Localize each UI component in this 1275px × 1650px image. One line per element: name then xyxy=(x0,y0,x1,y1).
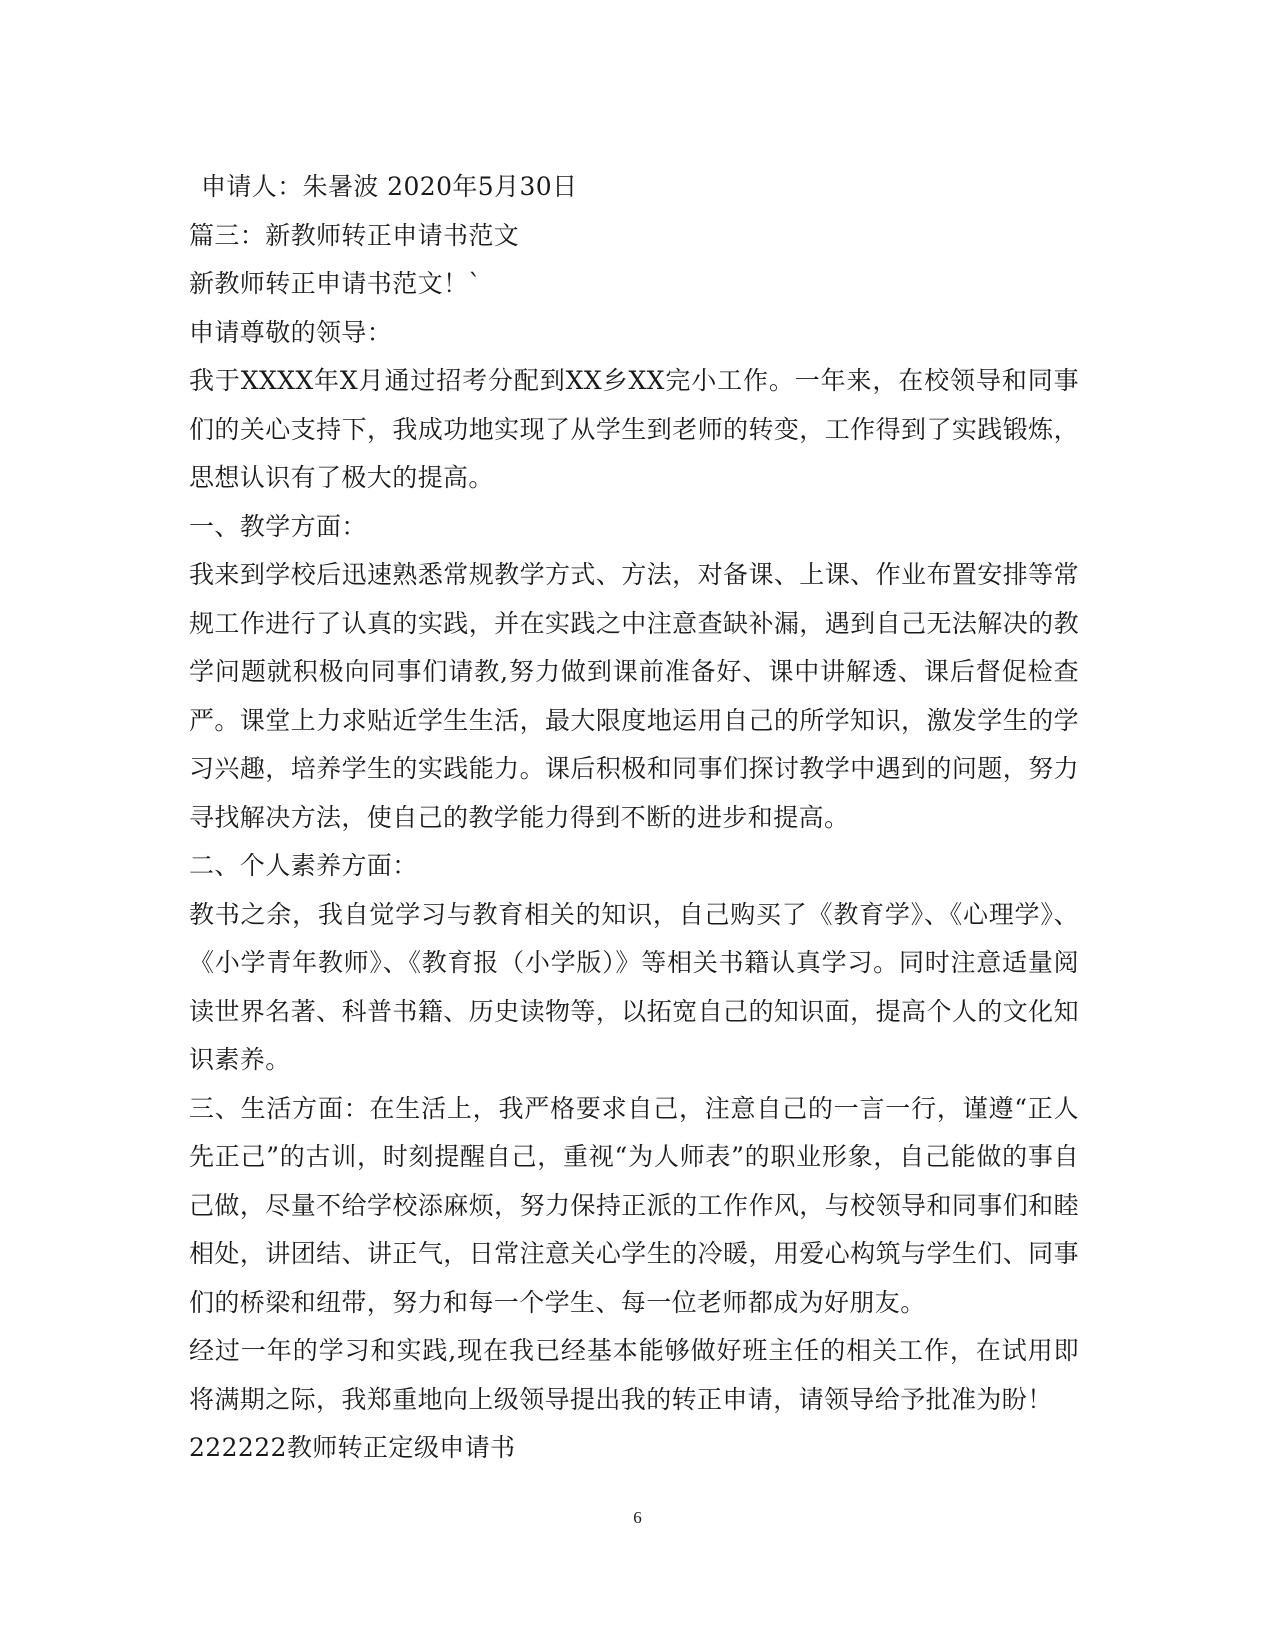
personal-quality-paragraph: 教书之余，我自觉学习与教育相关的知识，自己购买了《教育学》、《心理学》、《小学青年教师》、《教育报（小学版）》等相关书籍认真学习。同时注意适量阅读世界名著、科普书籍、历史读物等，以拓宽自己的知识面，提高个人的文化知识素养。 xyxy=(189,899,1079,1074)
salutation: 申请尊敬的领导： xyxy=(189,317,393,347)
conclusion-paragraph: 经过一年的学习和实践,现在我已经基本能够做好班主任的相关工作，在试用即将满期之际，我郑重地向上级领导提出我的转正申请，请领导给予批准为盼！ xyxy=(189,1336,1079,1414)
page-number: 6 xyxy=(633,1508,642,1527)
heading-personal-quality: 二、个人素养方面： xyxy=(189,851,418,880)
life-paragraph: 三、生活方面：在生活上，我严格要求自己，注意自己的一言一行，谨遵“正人先正己”的古训，时刻提醒自己，重视“为人师表”的职业形象，自己能做的事自己做，尽量不给学校添麻烦，努力保持正派的工作作风，与校领导和同事们和睦相处，讲团结、讲正气，日常注意关心学生的冷暖，用爱心构筑与学生们、同事们的桥梁和纽带，努力和每一个学生、每一位老师都成为好朋友。 xyxy=(189,1093,1079,1317)
applicant-signature-line: 申请人：朱暑波 2020年5月30日 xyxy=(201,172,578,201)
intro-paragraph: 我于XXXX年X月通过招考分配到XX乡XX完小工作。一年来，在校领导和同事们的关心支持下，我成功地实现了从学生到老师的转变，工作得到了实践锻炼，思想认识有了极大的提高。 xyxy=(189,366,1079,492)
document-body xyxy=(189,163,1079,1473)
next-section-title: 222222教师转正定级申请书 xyxy=(189,1433,516,1462)
section-heading-part-three: 篇三：新教师转正申请书范文 xyxy=(189,220,520,250)
heading-teaching: 一、教学方面： xyxy=(189,511,367,541)
teaching-paragraph: 我来到学校后迅速熟悉常规教学方式、方法，对备课、上课、作业布置安排等常规工作进行了认真的实践，并在实践之中注意查缺补漏，遇到自己无法解决的教学问题就积极向同事们请教,努力做到课前准备好、课中讲解透、课后督促检查严。课堂上力求贴近学生生活，最大限度地运用自己的所学知识，激发学生的学习兴趣，培养学生的实践能力。课后积极和同事们探讨教学中遇到的问题，努力寻找解决方法，使自己的教学能力得到不断的进步和提高。 xyxy=(189,560,1079,832)
document-title-line: 新教师转正申请书范文！` xyxy=(189,269,482,298)
